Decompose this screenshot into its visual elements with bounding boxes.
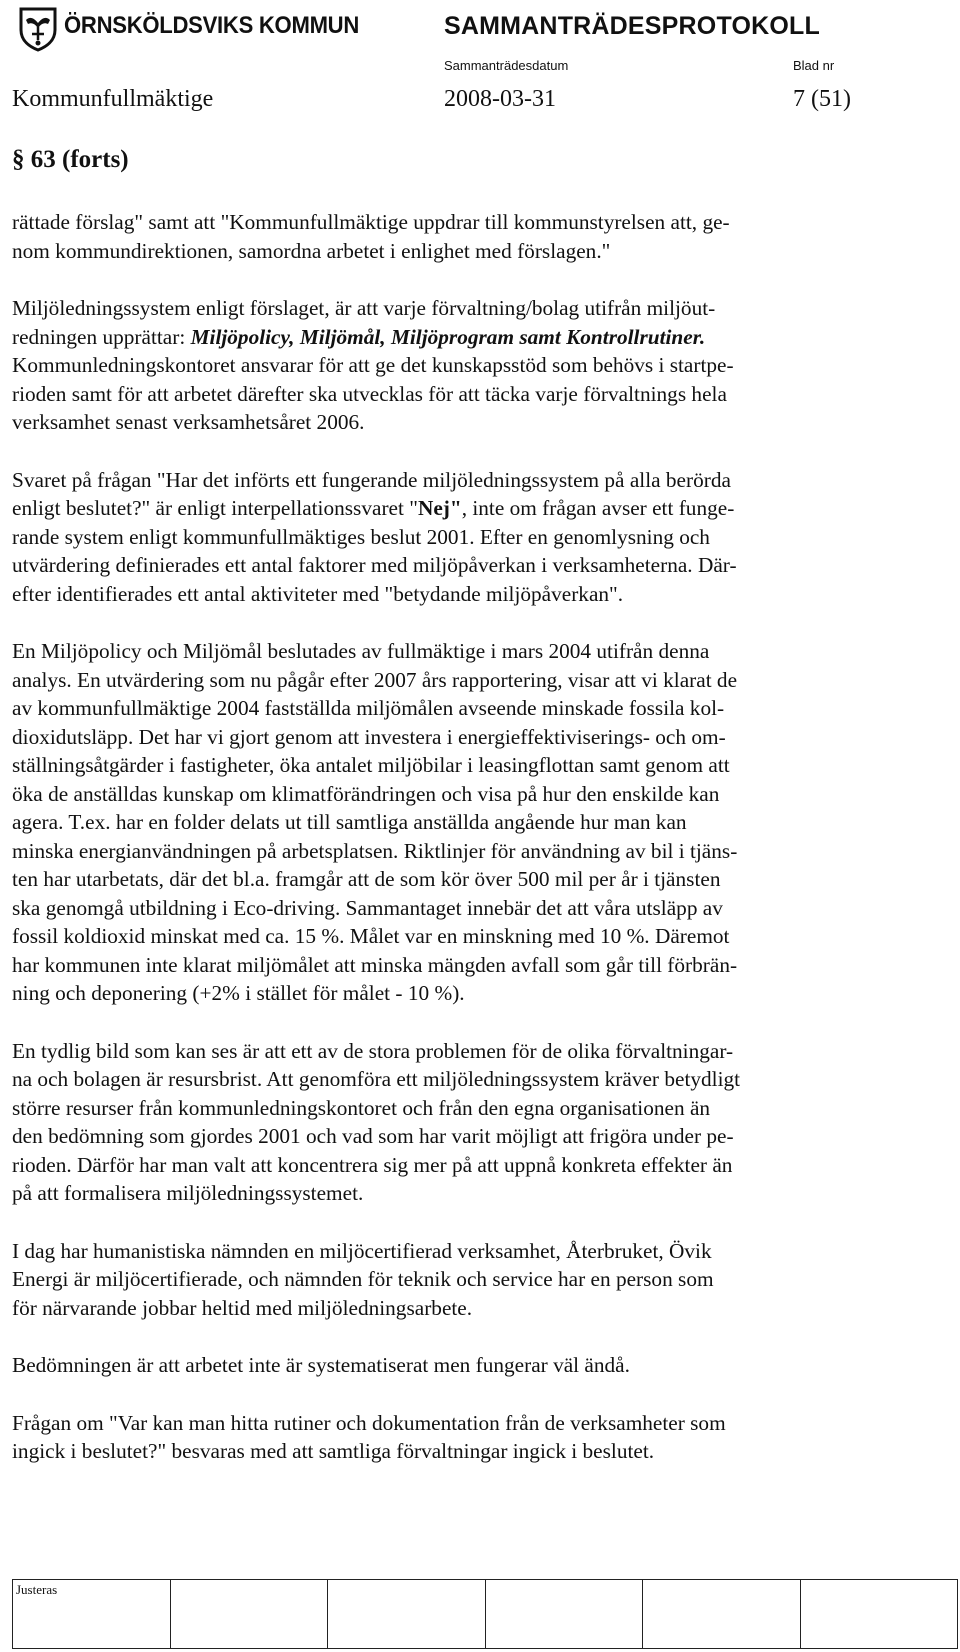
- text-line: Svaret på frågan "Har det införts ett fungerande miljöledningssystem på alla berörda: [12, 467, 731, 492]
- text-line: na och bolagen är resursbrist. Att genomföra ett miljöledningssystem kräver betydligt: [12, 1067, 741, 1091]
- emphasized-document-list: Miljöpolicy, Miljömål, Miljöprogram samt Kontrollrutiner.: [190, 324, 706, 349]
- emphasized-answer: Nej": [417, 496, 462, 520]
- text-line: öka de anställdas kunskap om klimatförändringen och visa på hur den enskilde kan: [12, 781, 720, 806]
- text-segment: redningen upprättar:: [12, 324, 191, 349]
- text-line: Energi är miljöcertifierade, och nämnden för teknik och service har en person som: [12, 1267, 714, 1291]
- justeras-label: Justeras: [16, 1582, 58, 1597]
- paragraph-3: [12, 466, 874, 609]
- text-line: minska energianvändningen på arbetsplatsen. Riktlinjer för användning av bil i tjäns-: [12, 838, 738, 863]
- text-line: dioxidutsläpp. Det har vi gjort genom att investera i energieffektiviserings- och om-: [12, 724, 726, 749]
- signature-table: [12, 1579, 958, 1649]
- paragraph-1: [12, 208, 874, 265]
- text-line: rättade förslag" samt att "Kommunfullmäktige uppdrar till kommunstyrelsen att, ge-: [12, 210, 730, 234]
- text-line: nom kommundirektionen, samordna arbetet i enlighet med förslagen.": [12, 238, 611, 263]
- text-line: verksamhet senast verksamhetsåret 2006.: [12, 410, 365, 434]
- text-line: den bedömning som gjordes 2001 och vad som har varit möjligt att frigöra under pe-: [12, 1124, 734, 1148]
- text-line: ska genomgå utbildning i Eco-driving. Sammantaget innebär det att våra utsläpp av: [12, 895, 723, 920]
- document-type-title: SAMMANTRÄDESPROTOKOLL: [444, 12, 820, 40]
- page-header: [0, 0, 960, 112]
- document-body: [12, 208, 874, 1495]
- paragraph-2: [12, 294, 874, 437]
- text-line: En Miljöpolicy och Miljömål beslutades av fullmäktige i mars 2004 utifrån denna: [12, 639, 710, 663]
- text-line: [12, 323, 874, 352]
- signature-cell[interactable]: [170, 1580, 328, 1649]
- text-line: Bedömningen är att arbetet inte är systematiserat men fungerar väl ändå.: [12, 1353, 630, 1377]
- text-line: En tydlig bild som kan ses är att ett av de stora problemen för de olika förvaltningar-: [12, 1038, 734, 1063]
- text-line: på att formalisera miljöledningssystemet.: [12, 1181, 364, 1205]
- text-line: ställningsåtgärder i fastigheter, öka antalet miljöbilar i leasingflottan samt genom att: [12, 753, 730, 777]
- text-line: I dag har humanistiska nämnden en miljöcertifierad verksamhet, Återbruket, Övik: [12, 1238, 712, 1263]
- signature-cell[interactable]: [643, 1580, 801, 1649]
- page-number-label: Blad nr: [793, 58, 835, 73]
- text-line: efter identifierades ett antal aktiviteter med "betydande miljöpåverkan".: [12, 581, 624, 606]
- signature-cell[interactable]: [328, 1580, 486, 1649]
- text-line: Frågan om "Var kan man hitta rutiner och dokumentation från de verksamheter som: [12, 1410, 726, 1435]
- text-line: analys. En utvärdering som nu pågår efter 2007 års rapportering, visar att vi klarat de: [12, 667, 738, 692]
- signature-cell-justeras[interactable]: [13, 1580, 171, 1649]
- text-line: har kommunen inte klarat miljömålet att minska mängden avfall som går till förbrän-: [12, 952, 738, 977]
- signature-cell[interactable]: [485, 1580, 643, 1649]
- text-line: utvärdering definierades ett antal faktorer med miljöpåverkan i verksamheterna. Där-: [12, 553, 737, 577]
- governing-body-name: Kommunfullmäktige: [12, 86, 214, 112]
- paragraph-7: [12, 1351, 874, 1380]
- meeting-date: 2008-03-31: [444, 86, 556, 112]
- text-line: fossil koldioxid minskat med ca. 15 %. Målet var en minskning med 10 %. Däremot: [12, 924, 730, 948]
- text-line: agera. T.ex. har en folder delats ut till samtliga anställda angående hur man kan: [12, 810, 687, 834]
- text-line: rioden samt för att arbetet därefter ska utvecklas för att täcka varje förvaltnings hela: [12, 381, 727, 406]
- paragraph-8: [12, 1409, 874, 1466]
- municipal-crest-icon: [18, 6, 58, 52]
- paragraph-6: [12, 1237, 874, 1323]
- signature-cell[interactable]: [800, 1580, 958, 1649]
- paragraph-5: [12, 1037, 874, 1208]
- text-line: Kommunledningskontoret ansvarar för att ge det kunskapsstöd som behövs i startpe-: [12, 353, 734, 377]
- text-line: Miljöledningssystem enligt förslaget, är att varje förvaltning/bolag utifrån miljöut-: [12, 296, 716, 320]
- text-line: rioden. Därför har man valt att koncentrera sig mer på att uppnå konkreta effekter än: [12, 1152, 733, 1177]
- text-line: rande system enligt kommunfullmäktiges beslut 2001. Efter en genomlysning och: [12, 524, 710, 549]
- text-line: större resurser från kommunledningskontoret och från den egna organisationen än: [12, 1095, 711, 1120]
- text-line: för närvarande jobbar heltid med miljöledningsarbete.: [12, 1295, 473, 1320]
- paragraph-4: [12, 637, 874, 1008]
- text-line: ten har utarbetats, där det bl.a. framgår att de som kör över 500 mil per år i tjänsten: [12, 867, 721, 891]
- text-line: av kommunfullmäktige 2004 fastställda miljömålen avseende minskade fossila kol-: [12, 696, 725, 720]
- section-title: § 63 (forts): [12, 146, 129, 173]
- text-line: [12, 494, 874, 523]
- organization-name: ÖRNSKÖLDSVIKS KOMMUN: [64, 12, 360, 39]
- page-number: 7 (51): [793, 86, 851, 112]
- text-line: ingick i beslutet?" besvaras med att samtliga förvaltningar ingick i beslutet.: [12, 1439, 655, 1463]
- meeting-date-label: Sammanträdesdatum: [444, 58, 569, 73]
- text-segment: , inte om frågan avser ett funge-: [461, 496, 735, 520]
- text-line: ning och deponering (+2% i stället för målet - 10 %).: [12, 981, 465, 1005]
- text-segment: enligt beslutet?" är enligt interpellationssvaret ": [12, 496, 418, 520]
